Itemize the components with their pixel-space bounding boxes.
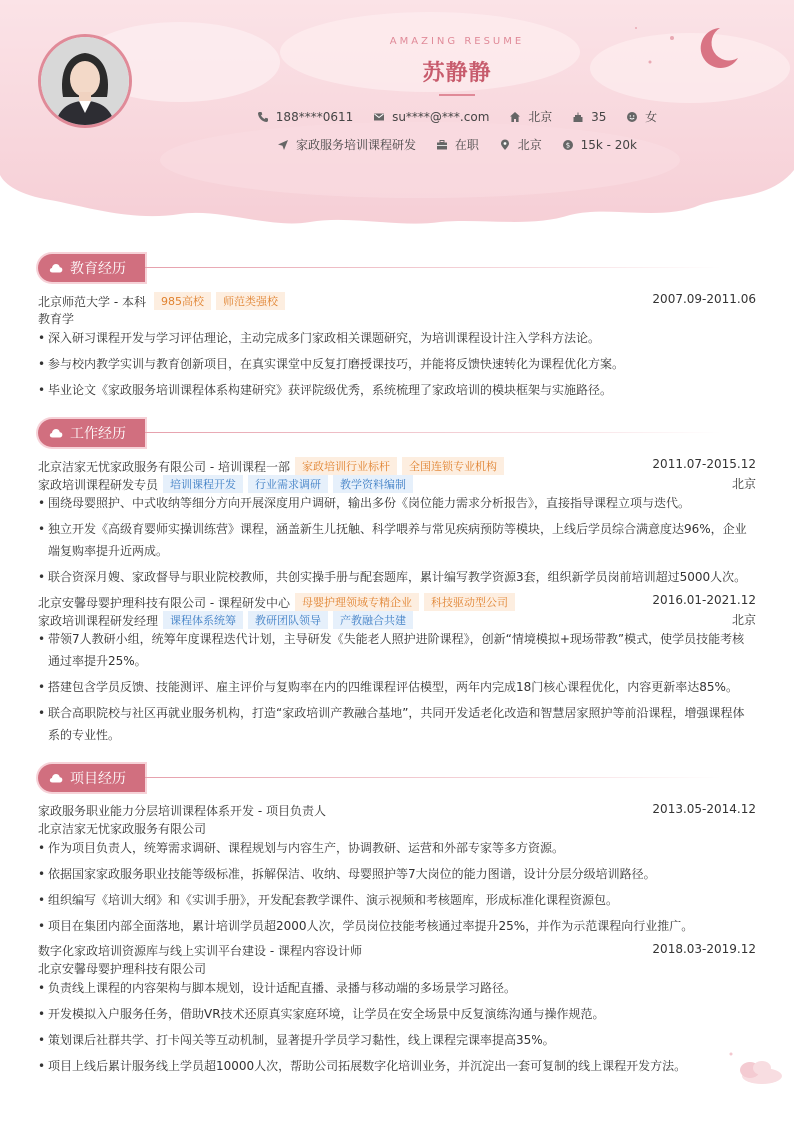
phone-icon (257, 111, 269, 123)
send-icon (277, 139, 289, 151)
candidate-name: 苏静静 (422, 61, 492, 86)
resume-eyebrow: AMAZING RESUME (389, 36, 525, 47)
age-text: 35 (591, 109, 607, 124)
list-item: • 联合资深月嫂、家政督导与职业院校教师，共创实操手册与配套题库，累计编写教学资源3套，组织新学员岗前培训超过5000人次。 (38, 570, 747, 584)
role-line (38, 475, 413, 493)
salary-item (562, 138, 637, 152)
contact-row (0, 108, 794, 126)
email-item (373, 110, 489, 124)
phone-item (257, 110, 353, 124)
company-name: 北京洁家无忧家政服务有限公司 - 培训课程一部 (38, 459, 290, 474)
job-role-row (38, 611, 756, 627)
company-badge: 全国连锁专业机构 (402, 457, 504, 475)
section-divider (145, 267, 721, 268)
smile-icon (626, 111, 638, 123)
role-badge: 行业需求调研 (248, 475, 328, 493)
gender-text: 女 (645, 110, 658, 124)
email-text: su****@***.com (392, 109, 490, 124)
role-line (38, 611, 413, 629)
list-item: • 策划课后社群共学、打卡闯关等互动机制，显著提升学员学习黏性，线上课程完课率提高35%。 (38, 1033, 555, 1047)
status-text: 在职 (454, 138, 479, 152)
company-line (38, 593, 515, 611)
list-item: • 参与校内教学实训与教育创新项目，在真实课堂中反复打磨授课技巧，并能将反馈快速转化为课程优化方案。 (38, 357, 625, 371)
list-item: • 带领7人教研小组，统筹年度课程迭代计划，主导研发《失能老人照护进阶课程》，创新“情境模拟+现场带教”模式，使学员技能考核通过率提升25%。 (38, 632, 745, 668)
section-divider (145, 777, 721, 778)
section-title: 项目经历 (70, 771, 126, 787)
section-tag (38, 764, 145, 792)
school-badge: 师范类强校 (216, 292, 285, 310)
project-org-row (38, 960, 756, 976)
project-org-row (38, 820, 756, 836)
location-item (509, 108, 552, 125)
role-title: 家政培训课程研发经理 (38, 613, 159, 628)
project-org: 北京安馨母婴护理科技有限公司 (38, 962, 207, 976)
education-period: 2007.09-2011.06 (652, 292, 756, 306)
school-line (38, 292, 285, 310)
list-item: • 开发模拟入户服务任务，借助VR技术还原真实家庭环境，让学员在安全场景中反复演练沟通与操作规范。 (38, 1007, 605, 1021)
list-item: • 项目上线后累计服务线上学员超10000人次，帮助公司拓展数字化培训业务，并沉淀出一套可复制的线上课程开发方法。 (38, 1059, 687, 1073)
intent-row (0, 136, 794, 154)
job-head (38, 457, 756, 473)
cloud-icon (49, 428, 63, 438)
phone-text: 188****0611 (275, 109, 354, 124)
job-city: 北京 (731, 613, 756, 627)
role-badge: 教研团队领导 (248, 611, 328, 629)
list-item: • 围绕母婴照护、中式收纳等细分方向开展深度用户调研，输出多份《岗位能力需求分析报告》，直接指导课程立项与迭代。 (38, 496, 691, 510)
money-icon (562, 139, 574, 151)
section-title: 教育经历 (70, 261, 126, 277)
list-item: • 项目在集团内部全面落地，累计培训学员超2000人次，学员岗位技能考核通过率提升25%，并作为示范课程向行业推广。 (38, 919, 694, 933)
location-text: 北京 (528, 110, 553, 124)
role-badge: 课程体系统筹 (163, 611, 243, 629)
list-item: • 搭建包含学员反馈、技能测评、雇主评价与复购率在内的四维课程评估模型，两年内完成18门核心课程优化，内容更新率达85%。 (38, 680, 738, 694)
role-badge: 培训课程开发 (163, 475, 243, 493)
company-line (38, 457, 504, 475)
status-item (436, 136, 479, 153)
job-role-row (38, 475, 756, 491)
project-period: 2018.03-2019.12 (652, 942, 756, 956)
section-projects (38, 764, 722, 794)
target-job-text: 家政服务培训课程研发 (296, 138, 417, 152)
company-badge: 母婴护理领域专精企业 (295, 593, 419, 611)
job-head (38, 593, 756, 609)
target-city-item (499, 136, 542, 153)
target-city-text: 北京 (517, 138, 542, 152)
section-tag (38, 254, 145, 282)
role-badge: 教学资料编制 (333, 475, 413, 493)
company-badge: 科技驱动型公司 (424, 593, 515, 611)
major: 教育学 (38, 312, 75, 326)
list-item: • 联合高职院校与社区再就业服务机构，打造“家政培训产教融合基地”，共同开发适老化改造和智慧居家照护等前沿课程，增强课程体系的专业性。 (38, 706, 745, 742)
cake-icon (572, 111, 584, 123)
company-badge: 家政培训行业标杆 (295, 457, 397, 475)
role-title: 家政培训课程研发专员 (38, 477, 159, 492)
home-icon (509, 111, 521, 123)
project-name: 家政服务职业能力分层培训课程体系开发 - 项目负责人 (38, 804, 326, 818)
svg-text:$: $ (565, 141, 570, 149)
list-item: • 深入研习课程开发与学习评估理论，主动完成多门家政相关课题研究，为培训课程设计注入学科方法论。 (38, 331, 601, 345)
section-title: 工作经历 (70, 426, 126, 442)
age-item (572, 110, 606, 124)
job-city: 北京 (731, 477, 756, 491)
role-badge: 产教融合共建 (333, 611, 413, 629)
list-item: • 独立开发《高级育婴师实操训练营》课程，涵盖新生儿抚触、科学喂养与常见疾病预防等模块，上线后学员综合满意度达96%，企业端复购率提升近两成。 (38, 522, 747, 558)
list-item: • 组织编写《培训大纲》和《实训手册》，开发配套教学课件、演示视频和考核题库，形成标准化课程资源包。 (38, 893, 619, 907)
project-head (38, 942, 756, 958)
section-divider (145, 432, 721, 433)
job-period: 2016.01-2021.12 (652, 593, 756, 607)
school-badge: 985高校 (154, 292, 211, 310)
job-period: 2011.07-2015.12 (652, 457, 756, 471)
location-pin-icon (499, 139, 511, 151)
project-name: 数字化家政培训资源库与线上实训平台建设 - 课程内容设计师 (38, 944, 362, 958)
education-major-row (38, 310, 756, 326)
list-item: • 毕业论文《家政服务培训课程体系构建研究》获评院级优秀，系统梳理了家政培训的模块框架与实施路径。 (38, 383, 613, 397)
cloud-icon (49, 263, 63, 273)
salary-text: 15k - 20k (580, 137, 637, 152)
list-item: • 作为项目负责人，统筹需求调研、课程规划与内容生产，协调教研、运营和外部专家等多方资源。 (38, 841, 565, 855)
briefcase-icon (436, 139, 448, 151)
project-org: 北京洁家无忧家政服务有限公司 (38, 822, 207, 836)
resume-header (0, 0, 794, 230)
name-underline (439, 94, 475, 96)
education-head (38, 292, 756, 308)
company-name: 北京安馨母婴护理科技有限公司 - 课程研发中心 (38, 595, 290, 610)
list-item: • 负责线上课程的内容架构与脚本规划，设计适配直播、录播与移动端的多场景学习路径。 (38, 981, 517, 995)
section-tag (38, 419, 145, 447)
cloud-icon (49, 773, 63, 783)
mail-icon (373, 111, 385, 123)
project-period: 2013.05-2014.12 (652, 802, 756, 816)
project-head (38, 802, 756, 818)
section-work (38, 419, 722, 449)
gender-item (626, 108, 657, 125)
list-item: • 依据国家家政服务职业技能等级标准，拆解保洁、收纳、母婴照护等7大岗位的能力图谱，设计分层分级培训路径。 (38, 867, 656, 881)
target-job-item (277, 136, 416, 153)
decorative-cloud-icon (728, 1050, 784, 1086)
school-name: 北京师范大学 - 本科 (38, 294, 146, 309)
section-education (38, 254, 722, 284)
